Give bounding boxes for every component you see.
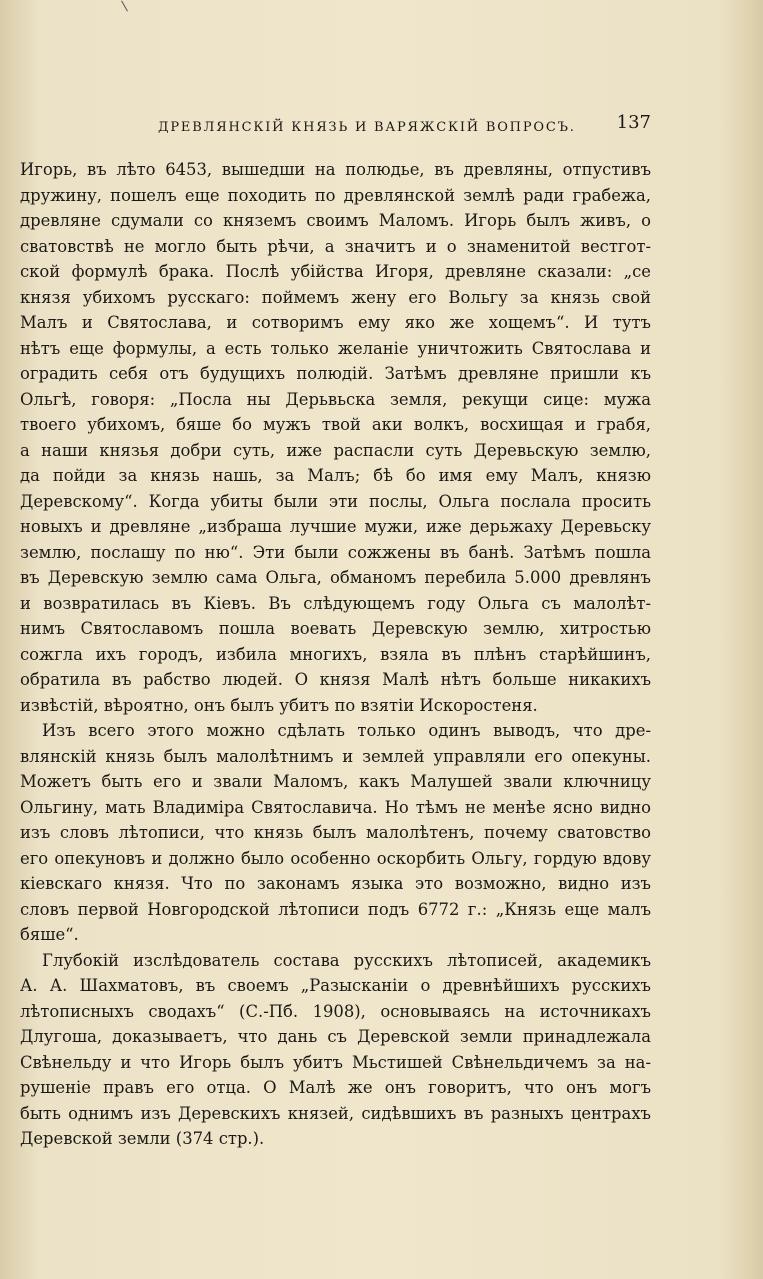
text-line: Ольгину, мать Владиміра Святославича. Но тѣмъ не менѣе ясно видно	[20, 797, 651, 817]
text-line: кіевскаго князя. Что по законамъ языка это возможно, видно изъ	[20, 874, 651, 893]
page-header	[20, 112, 651, 142]
text-line: Деревскому“. Когда убиты были эти послы, Ольга послала просить	[20, 491, 651, 511]
text-line: Ольгѣ, говоря: „Посла ны Дерьвьска земля, рекущи сице: мужа	[20, 389, 651, 409]
ink-mark	[121, 1, 128, 12]
text-line: дружину, пошелъ еще походить по древлянской землѣ ради грабежа,	[20, 185, 651, 205]
text-line: Можетъ быть его и звали Маломъ, какъ Малушей звали ключницу	[20, 772, 651, 791]
text-line: извѣстій, вѣроятно, онъ былъ убитъ по взятіи Искоростеня.	[20, 695, 538, 715]
text-line: словъ первой Новгородской лѣтописи подъ 6772 г.: „Князь еще малъ	[20, 899, 651, 919]
text-line: сожгла ихъ городъ, избила многихъ, взяла въ плѣнъ старѣйшинъ,	[20, 644, 651, 664]
text-line: нимъ Святославомъ пошла воевать Деревскую землю, хитростью	[20, 619, 651, 638]
page-number: 137	[616, 112, 651, 133]
paragraph	[20, 718, 651, 948]
text-line: бяше“.	[20, 925, 79, 944]
text-line: землю, послашу по ню“. Эти были сожжены въ банѣ. Затѣмъ пошла	[20, 542, 651, 562]
text-line: а наши князья добри суть, иже распасли суть Деревьскую землю,	[20, 440, 651, 460]
paragraph	[20, 948, 651, 1152]
text-line: Деревской земли (374 стр.).	[20, 1129, 265, 1148]
text-line: въ Деревскую землю сама Ольга, обманомъ перебила 5.000 древлянъ	[20, 568, 651, 587]
text-line: древляне сдумали со княземъ своимъ Маломъ. Игорь былъ живъ, о	[20, 211, 651, 230]
text-line: Длугоша, доказываетъ, что дань съ Деревской земли принадлежала	[20, 1027, 651, 1046]
running-title: ДРЕВЛЯНСКІЙ КНЯЗЬ И ВАРЯЖСКІЙ ВОПРОСЪ.	[158, 120, 576, 135]
text-line: твоего убихомъ, бяше бо мужъ твой аки волкъ, восхищая и грабя,	[20, 415, 651, 434]
paragraph	[20, 157, 651, 718]
body-text	[20, 157, 651, 1152]
text-line: Глубокій изслѣдователь состава русскихъ лѣтописей, академикъ	[42, 950, 651, 970]
text-line: А. А. Шахматовъ, въ своемъ „Разысканіи о древнѣйшихъ русскихъ	[20, 976, 651, 995]
text-line: сватовствѣ не могло быть рѣчи, а значитъ и о знаменитой вестгот-	[20, 236, 651, 256]
text-line: да пойди за князь нашь, за Малъ; бѣ бо имя ему Малъ, князю	[20, 466, 651, 485]
text-line: обратила въ рабство людей. О князя Малѣ нѣтъ больше никакихъ	[20, 670, 651, 689]
text-line: новыхъ и древляне „избраша лучшие мужи, иже дерьжаху Деревьску	[20, 517, 651, 536]
text-line: рушеніе правъ его отца. О Малѣ же онъ говоритъ, что онъ могъ	[20, 1078, 651, 1097]
text-line: влянскій князь былъ малолѣтнимъ и землей управляли его опекуны.	[20, 746, 651, 766]
text-line: оградить себя отъ будущихъ полюдій. Затѣмъ древляне пришли къ	[20, 364, 651, 383]
text-line: изъ словъ лѣтописи, что князь былъ малолѣтенъ, почему сватовство	[20, 823, 651, 842]
text-line: его опекуновъ и должно было особенно оскорбить Ольгу, гордую вдову	[20, 848, 651, 868]
text-line: князя убихомъ русскаго: поймемъ жену его Вольгу за князь свой	[20, 287, 651, 307]
text-line: Изъ всего этого можно сдѣлать только одинъ выводъ, что дре-	[42, 721, 651, 740]
text-line: Свѣнельду и что Игорь былъ убитъ Мьстишей Свѣнельдичемъ за на-	[20, 1052, 651, 1072]
text-line: лѣтописныхъ сводахъ“ (С.-Пб. 1908), основываясь на источникахъ	[20, 1001, 651, 1021]
text-line: нѣтъ еще формулы, а есть только желаніе уничтожить Святослава и	[20, 338, 651, 358]
text-line: Игорь, въ лѣто 6453, вышедши на полюдье, въ древляны, отпустивъ	[20, 160, 651, 179]
text-line: быть однимъ изъ Деревскихъ князей, сидѣвшихъ въ разныхъ центрахъ	[20, 1103, 651, 1123]
text-line: Малъ и Святослава, и сотворимъ ему яко же хощемъ“. И тутъ	[20, 313, 651, 332]
text-line: и возвратилась въ Кіевъ. Въ слѣдующемъ году Ольга съ малолѣт-	[20, 593, 651, 613]
text-line: ской формулѣ брака. Послѣ убійства Игоря, древляне сказали: „се	[20, 262, 651, 281]
